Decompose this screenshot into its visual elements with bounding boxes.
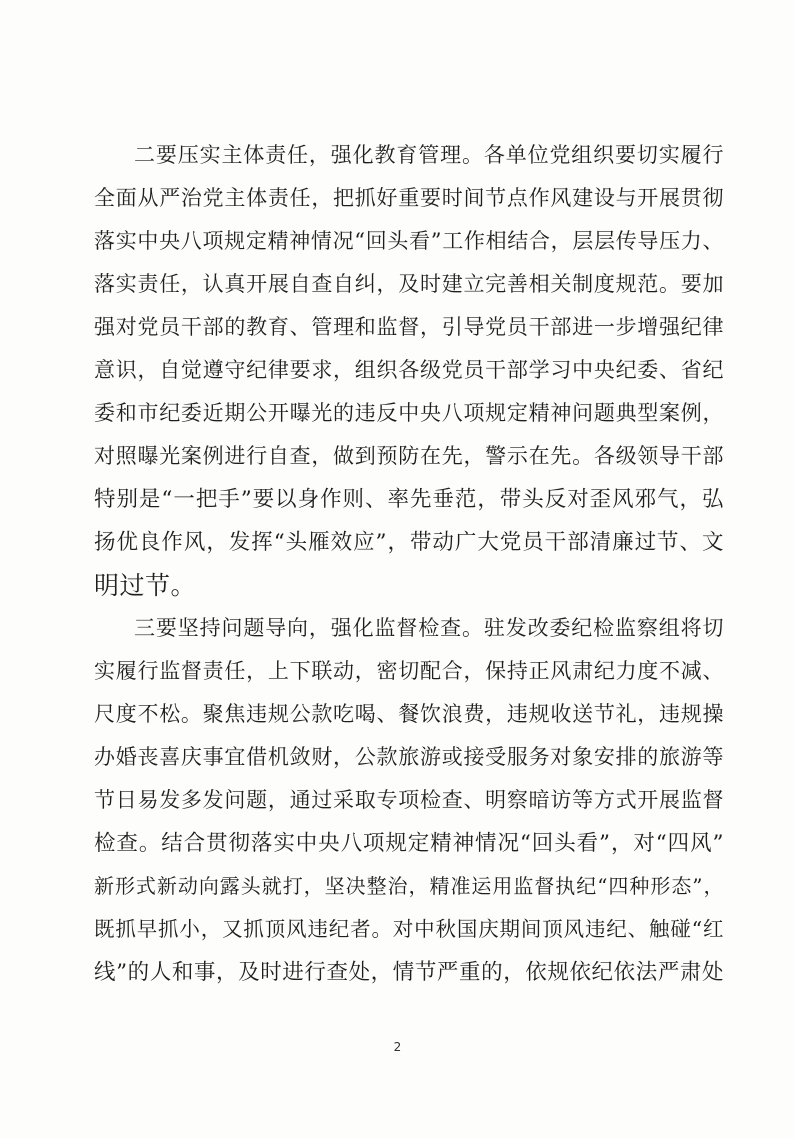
paragraph-1-line-9: 特别是“一把手”要以身作则、率先垂范，带头反对歪风邪气，弘 (94, 487, 724, 512)
paragraph-2-line-1: 三要坚持问题导向，强化监督检查。驻发改委纪检监察组将切 (134, 616, 724, 640)
paragraph-2-line-2: 实履行监督责任，上下联动，密切配合，保持正风肃纪力度不减、 (94, 659, 724, 683)
paragraph-1-line-4: 落实责任，认真开展自查自纠，及时建立完善相关制度规范。要加 (94, 272, 724, 296)
paragraph-2-line-8: 既抓早抓小，又抓顶风违纪者。对中秋国庆期间顶风违纪、触碰“红 (94, 917, 724, 941)
paragraph-2-line-7: 新形式新动向露头就打，坚决整治，精准运用监督执纪“四种形态”， (94, 874, 724, 898)
paragraph-2-line-3: 尺度不松。聚焦违规公款吃喝、餐饮浪费，违规收送节礼，违规操 (94, 702, 724, 726)
paragraph-1-line-6: 意识，自觉遵守纪律要求，组织各级党员干部学习中央纪委、省纪 (94, 358, 724, 382)
paragraph-1-line-11: 明过节。 (94, 571, 197, 600)
paragraph-1-line-1: 二要压实主体责任，强化教育管理。各单位党组织要切实履行 (134, 143, 724, 167)
paragraph-1-line-3: 落实中央八项规定精神情况“回头看”工作相结合，层层传导压力、 (94, 229, 724, 253)
paragraph-1-line-8: 对照曝光案例进行自查，做到预防在先，警示在先。各级领导干部 (94, 444, 724, 468)
paragraph-2-line-5: 节日易发多发问题，通过采取专项检查、明察暗访等方式开展监督 (94, 788, 724, 812)
paragraph-1-line-2: 全面从严治党主体责任，把抓好重要时间节点作风建设与开展贯彻 (94, 186, 724, 210)
paragraph-2-line-9: 线”的人和事，及时进行查处，情节严重的，依规依纪依法严肃处 (94, 960, 724, 985)
paragraph-2-line-6: 检查。结合贯彻落实中央八项规定精神情况“回头看”，对“四风” (94, 831, 724, 856)
paragraph-1-line-10: 扬优良作风，发挥“头雁效应”，带动广大党员干部清廉过节、文 (94, 530, 724, 555)
paragraph-1-line-5: 强对党员干部的教育、管理和监督，引导党员干部进一步增强纪律 (94, 315, 724, 339)
page-number: 2 (393, 1040, 402, 1054)
paragraph-1-line-7: 委和市纪委近期公开曝光的违反中央八项规定精神问题典型案例， (94, 401, 724, 425)
paragraph-2-line-4: 办婚丧喜庆事宜借机敛财，公款旅游或接受服务对象安排的旅游等 (94, 745, 724, 769)
